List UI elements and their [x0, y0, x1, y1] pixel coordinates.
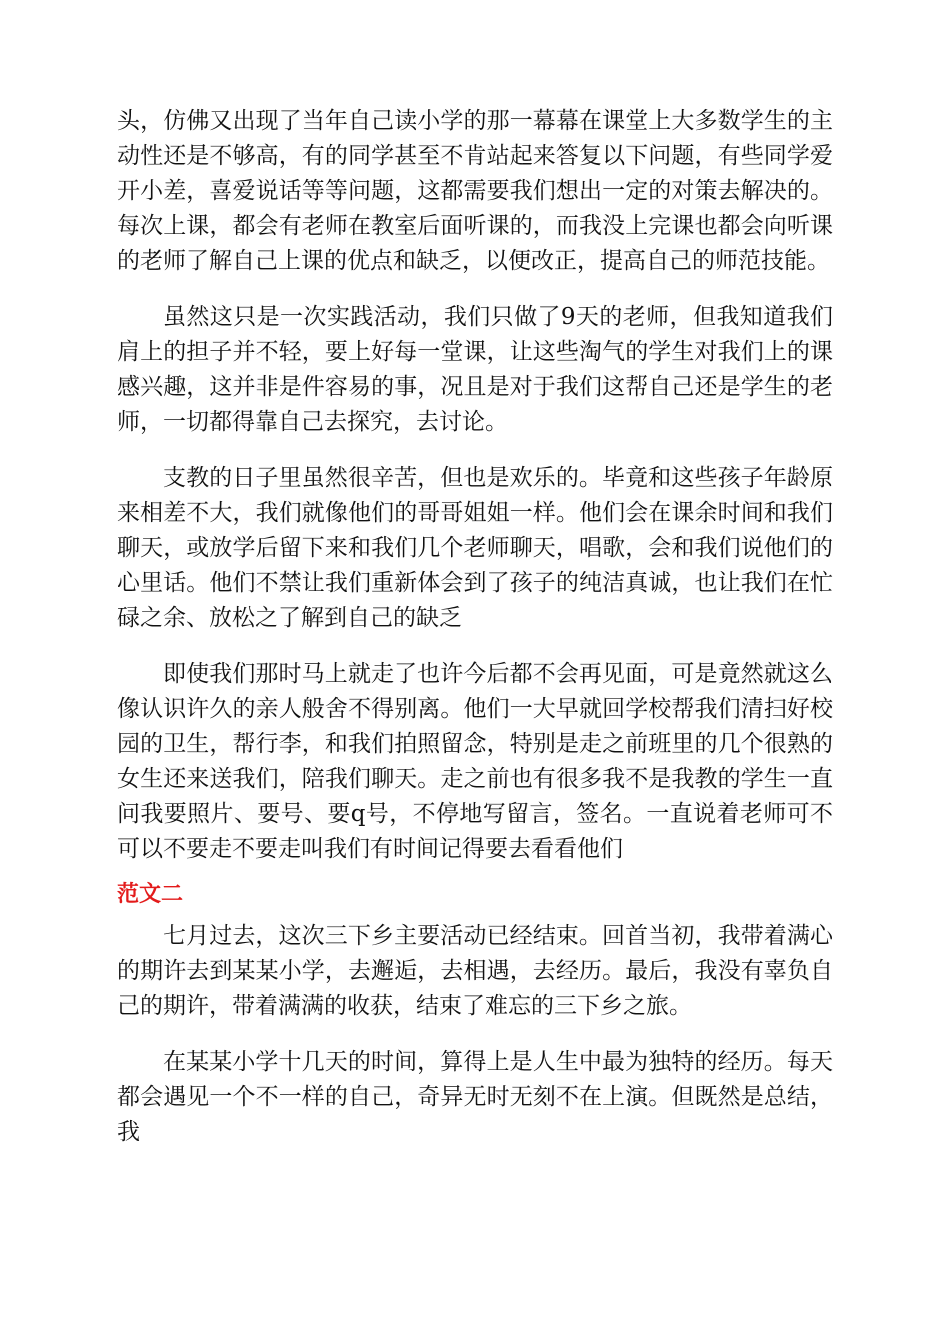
body-paragraph-school-days: 在某某小学十几天的时间，算得上是人生中最为独特的经历。每天都会遇见一个不一样的自己，奇异无时无刻不在上演。但既然是总结，我	[117, 1049, 833, 1145]
body-paragraph-practice: 虽然这只是一次实践活动，我们只做了9天的老师，但我知道我们肩上的担子并不轻，要上好每一堂课，让这些淘气的学生对我们上的课感兴趣，这并非是件容易的事，况且是对于我们这帮自己还是学生的老师，一切都得靠自己去探究，去讨论。	[117, 304, 833, 435]
body-paragraph-july: 七月过去，这次三下乡主要活动已经结束。回首当初，我带着满心的期许去到某某小学，去邂逅，去相遇，去经历。最后，我没有辜负自己的期许，带着满满的收获，结束了难忘的三下乡之旅。	[117, 923, 833, 1019]
body-paragraph-farewell: 即使我们那时马上就走了也许今后都不会再见面，可是竟然就这么像认识许久的亲人般舍不得别离。他们一大早就回学校帮我们清扫好校园的卫生，帮行李，和我们拍照留念，特别是走之前班里的几个很熟的女生还来送我们，陪我们聊天。走之前也有很多我不是我教的学生一直问我要照片、要号、要q号，不停地写留言，签名。一直说着老师可不可以不要走不要走叫我们有时间记得要去看看他们	[117, 661, 833, 862]
body-paragraph-continuation: 头，仿佛又出现了当年自己读小学的那一幕幕在课堂上大多数学生的主动性还是不够高，有的同学甚至不肯站起来答复以下问题，有些同学爱开小差，喜爱说话等等问题，这都需要我们想出一定的对策去解决的。每次上课，都会有老师在教室后面听课的，而我没上完课也都会向听课的老师了解自己上课的优点和缺乏，以便改正，提高自己的师范技能。	[117, 108, 833, 274]
body-paragraph-teaching-days: 支教的日子里虽然很辛苦，但也是欢乐的。毕竟和这些孩子年龄原来相差不大，我们就像他们的哥哥姐姐一样。他们会在课余时间和我们聊天，或放学后留下来和我们几个老师聊天，唱歌，会和我们说他们的心里话。他们不禁让我们重新体会到了孩子的纯洁真诚，也让我们在忙碌之余、放松之了解到自己的缺乏	[117, 465, 833, 631]
section-heading: 范文二	[117, 882, 184, 907]
document-page	[117, 104, 833, 1171]
